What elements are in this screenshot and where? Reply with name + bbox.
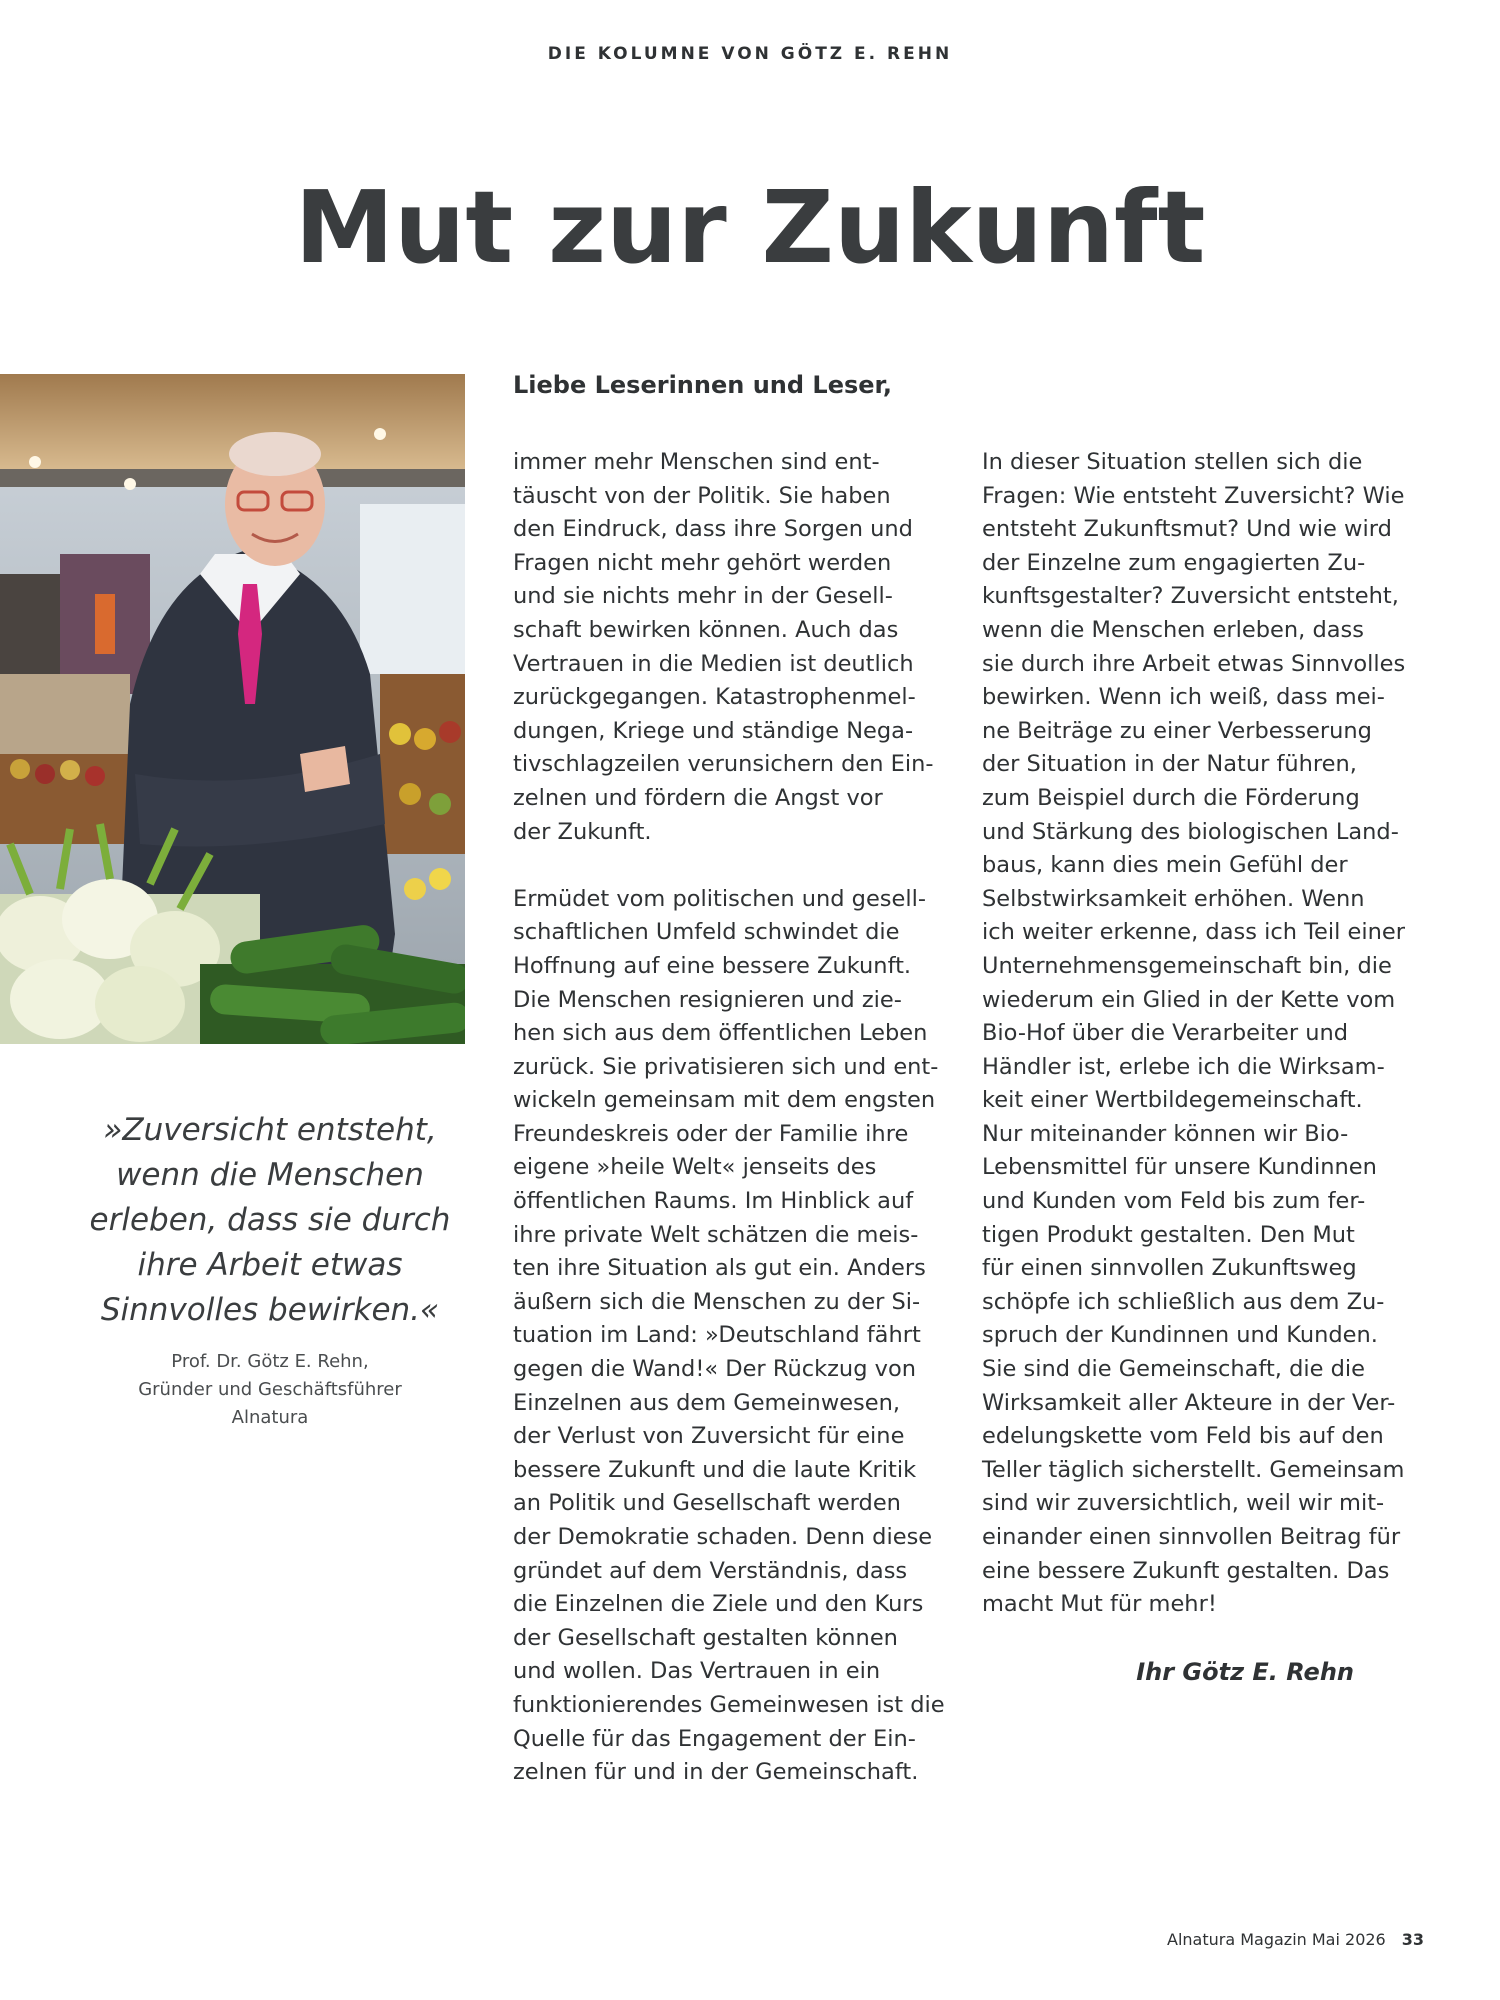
page-footer: [1167, 1930, 1424, 1949]
article-line: dungen, Kriege und ständige Nega-: [513, 717, 914, 744]
article-line: die Einzelnen die Ziele und den Kurs: [513, 1591, 924, 1618]
article-line: wickeln gemeinsam mit dem engsten: [513, 1087, 936, 1114]
article-line: schöpfe ich schließlich aus dem Zu-: [982, 1288, 1385, 1315]
article-line: hen sich aus dem öffentlichen Leben: [513, 1020, 928, 1047]
article-line: täuscht von der Politik. Sie haben: [513, 482, 891, 509]
article-line: Die Menschen resignieren und zie-: [513, 986, 902, 1013]
article-line: der Verlust von Zuversicht für eine: [513, 1423, 905, 1450]
article-line: Bio-Hof über die Verarbeiter und: [982, 1020, 1349, 1047]
article-line: eigene »heile Welt« jenseits des: [513, 1154, 877, 1181]
salutation: Liebe Leserinnen und Leser,: [513, 371, 892, 399]
quote-credit-line: Prof. Dr. Götz E. Rehn,: [171, 1351, 369, 1372]
article-line: eine bessere Zukunft gestalten. Das: [982, 1557, 1390, 1584]
article-line: schaftlichen Umfeld schwindet die: [513, 919, 900, 946]
pull-quote-line: wenn die Menschen: [116, 1157, 424, 1193]
article-line: schaft bewirken können. Auch das: [513, 616, 899, 643]
article-line: den Eindruck, dass ihre Sorgen und: [513, 516, 913, 543]
article-line: an Politik und Gesellschaft werden: [513, 1490, 901, 1517]
article-line: Quelle für das Engagement der Ein-: [513, 1725, 916, 1752]
article-line: der Demokratie schaden. Denn diese: [513, 1524, 933, 1550]
article-line: der Einzelne zum engagierten Zu-: [982, 549, 1366, 576]
article-line: ich weiter erkenne, dass ich Teil einer: [982, 919, 1405, 946]
article-line: Lebensmittel für unsere Kundinnen: [982, 1154, 1377, 1181]
article-line: Fragen: Wie entsteht Zuversicht? Wie: [982, 482, 1405, 509]
article-column-1: [513, 446, 963, 1790]
article-line: Teller täglich sicherstellt. Gemeinsam: [982, 1456, 1405, 1483]
article-line: sie durch ihre Arbeit etwas Sinnvolles: [982, 650, 1406, 677]
article-line: Vertrauen in die Medien ist deutlich: [513, 650, 914, 677]
article-line: zurückgegangen. Katastrophenmel-: [513, 684, 916, 711]
article-line: baus, kann dies mein Gefühl der: [982, 852, 1348, 879]
article-line: Freundeskreis oder der Familie ihre: [513, 1120, 909, 1147]
article-line: äußern sich die Menschen zu der Si-: [513, 1288, 921, 1315]
pull-quote-line: ihre Arbeit etwas: [137, 1247, 403, 1283]
paragraph-gap: [513, 849, 963, 883]
article-line: und Kunden vom Feld bis zum fer-: [982, 1188, 1366, 1215]
page-title: Mut zur Zukunft: [294, 169, 1206, 286]
article-line: ihre private Welt schätzen die meis-: [513, 1221, 919, 1248]
pull-quote-line: Sinnvolles bewirken.«: [100, 1292, 440, 1328]
signature: Ihr Götz E. Rehn: [1136, 1658, 1354, 1686]
article-line: für einen sinnvollen Zukunftsweg: [982, 1255, 1357, 1282]
article-line: bessere Zukunft und die laute Kritik: [513, 1456, 917, 1483]
article-line: spruch der Kundinnen und Kunden.: [982, 1322, 1378, 1349]
article-line: und wollen. Das Vertrauen in ein: [513, 1658, 881, 1685]
pull-quote-line: »Zuversicht entsteht,: [103, 1112, 437, 1148]
article-line: einander einen sinnvollen Beitrag für: [982, 1524, 1401, 1550]
article-line: Unternehmensgemeinschaft bin, die: [982, 952, 1392, 979]
article-line: zelnen für und in der Gemeinschaft.: [513, 1759, 919, 1786]
article-line: funktionierendes Gemeinwesen ist die: [513, 1691, 945, 1718]
article-line: keit einer Wertbildegemeinschaft.: [982, 1087, 1363, 1114]
quote-credit-line: Gründer und Geschäftsführer: [138, 1379, 402, 1400]
article-line: Fragen nicht mehr gehört werden: [513, 549, 892, 576]
article-line: Hoffnung auf eine bessere Zukunft.: [513, 952, 912, 979]
article-line: zelnen und fördern die Angst vor: [513, 784, 883, 811]
article-line: tigen Produkt gestalten. Den Mut: [982, 1221, 1355, 1248]
article-line: sind wir zuversichtlich, weil wir mit-: [982, 1490, 1385, 1517]
article-line: tuation im Land: »Deutschland fährt: [513, 1322, 921, 1349]
article-line: immer mehr Menschen sind ent-: [513, 449, 880, 475]
article-line: edelungskette vom Feld bis auf den: [982, 1423, 1384, 1450]
article-line: macht Mut für mehr!: [982, 1591, 1217, 1618]
article-line: der Zukunft.: [513, 818, 652, 845]
magazine-name: Alnatura Magazin Mai 2026: [1167, 1930, 1386, 1949]
article-line: zurück. Sie privatisieren sich und ent-: [513, 1053, 939, 1080]
article-line: und sie nichts mehr in der Gesell-: [513, 583, 893, 610]
article-line: zum Beispiel durch die Förderung: [982, 784, 1360, 811]
article-line: ten ihre Situation als gut ein. Anders: [513, 1255, 926, 1282]
article-line: öffentlichen Raums. Im Hinblick auf: [513, 1188, 914, 1215]
article-line: In dieser Situation stellen sich die: [982, 449, 1363, 475]
article-line: der Situation in der Natur führen,: [982, 751, 1357, 778]
article-line: bewirken. Wenn ich weiß, dass mei-: [982, 684, 1385, 711]
article-line: gründet auf dem Verständnis, dass: [513, 1557, 908, 1584]
author-photo: [0, 374, 465, 1044]
article-line: Sie sind die Gemeinschaft, die die: [982, 1356, 1365, 1383]
article-line: Wirksamkeit aller Akteure in der Ver-: [982, 1389, 1396, 1416]
article-line: und Stärkung des biologischen Land-: [982, 818, 1399, 845]
article-line: entsteht Zukunftsmut? Und wie wird: [982, 516, 1392, 543]
article-line: tivschlagzeilen verunsichern den Ein-: [513, 751, 934, 778]
pull-quote-line: erleben, dass sie durch: [89, 1202, 451, 1238]
article-line: Händler ist, erlebe ich die Wirksam-: [982, 1053, 1385, 1080]
article-line: Selbstwirksamkeit erhöhen. Wenn: [982, 885, 1365, 912]
article-line: gegen die Wand!« Der Rückzug von: [513, 1356, 916, 1383]
article-line: kunftsgestalter? Zuversicht entsteht,: [982, 583, 1399, 610]
article-line: wiederum ein Glied in der Kette vom: [982, 986, 1396, 1013]
article-line: Nur miteinander können wir Bio-: [982, 1120, 1349, 1147]
article-line: Einzelnen aus dem Gemeinwesen,: [513, 1389, 901, 1416]
quote-credit-line: Alnatura: [231, 1407, 309, 1428]
article-column-2: [982, 446, 1432, 1622]
article-line: ne Beiträge zu einer Verbesserung: [982, 717, 1372, 744]
page-number: 33: [1401, 1930, 1424, 1949]
article-line: Ermüdet vom politischen und gesell-: [513, 885, 926, 912]
article-line: der Gesellschaft gestalten können: [513, 1624, 898, 1651]
quote-credit: [70, 1348, 470, 1432]
article-line: wenn die Menschen erleben, dass: [982, 616, 1364, 643]
column-kicker: DIE KOLUMNE VON GÖTZ E. REHN: [547, 44, 953, 64]
pull-quote: [70, 1108, 470, 1333]
